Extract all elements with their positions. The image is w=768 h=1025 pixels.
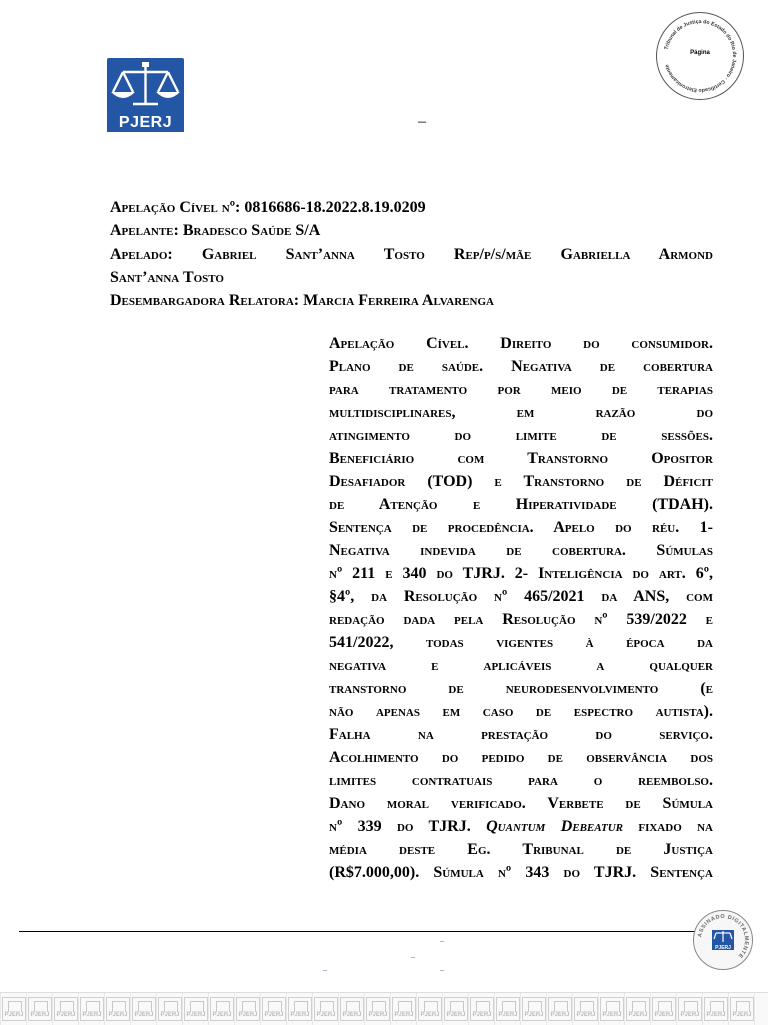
watermark-tile: PJERJ: [80, 997, 104, 1021]
seal-center-text: Página: [690, 50, 710, 56]
footer-mark: _: [440, 963, 444, 972]
watermark-tile: PJERJ: [158, 997, 182, 1021]
ementa-line: Desafiador (TOD) e Transtorno de Déficit: [329, 473, 713, 490]
appellee-continued: Sant’anna Tosto: [110, 268, 224, 286]
ementa-line: Apelação Cível. Direito do consumidor.: [329, 335, 713, 352]
header-dash: –: [418, 113, 426, 130]
ementa-line: Plano de saúde. Negativa de cobertura: [329, 358, 713, 375]
ementa-line: média deste Eg. Tribunal de Justiça: [329, 841, 713, 858]
ementa-line: atingimento do limite de sessões.: [329, 427, 713, 444]
watermark-tile: PJERJ: [574, 997, 598, 1021]
watermark-strip: [0, 992, 768, 1025]
watermark-tile: PJERJ: [600, 997, 624, 1021]
watermark-tile: PJERJ: [730, 997, 754, 1021]
watermark-tile: PJERJ: [288, 997, 312, 1021]
ementa-line: 541/2022, todas vigentes à época da: [329, 634, 713, 651]
ementa-line: negativa e aplicáveis a qualquer: [329, 657, 713, 674]
watermark-tile: PJERJ: [106, 997, 130, 1021]
watermark-tile: PJERJ: [678, 997, 702, 1021]
scales-of-justice-icon: [107, 58, 184, 114]
seal-ring-text: Tribunal de Justiça do Estado do Rio de Janeiro · Certificado Eletronicamente: [663, 18, 738, 94]
watermark-tile: PJERJ: [444, 997, 468, 1021]
watermark-tile: PJERJ: [418, 997, 442, 1021]
appellee: Apelado: Gabriel Sant’anna Tosto Rep/p/s/mãe Gabriella Armond: [110, 245, 713, 263]
ementa-line: Falha na prestação do serviço.: [329, 726, 713, 743]
watermark-tile: PJERJ: [392, 997, 416, 1021]
ementa-line: de Atenção e Hiperatividade (TDAH).: [329, 496, 713, 513]
reporting-judge: Desembargadora Relatora: Marcia Ferreira Alvarenga: [110, 292, 494, 310]
ementa-line: (R$7.000,00). Súmula nº 343 do TJRJ. Sentença: [329, 864, 713, 881]
ementa-line: limites contratuais para o reembolso.: [329, 772, 713, 789]
footer-mark: _: [323, 963, 327, 972]
watermark-tile: PJERJ: [704, 997, 728, 1021]
watermark-tile: PJERJ: [652, 997, 676, 1021]
watermark-tile: PJERJ: [626, 997, 650, 1021]
footer-mark: _: [411, 950, 415, 959]
watermark-tile: PJERJ: [2, 997, 26, 1021]
ementa-italic-term: Quantum Debeatur: [486, 818, 623, 835]
pjerj-logo: [107, 58, 184, 132]
ementa-line: Sentença de procedência. Apelo do réu. 1-: [329, 519, 713, 536]
ementa-line: Negativa indevida de cobertura. Súmulas: [329, 542, 713, 559]
watermark-tile: PJERJ: [340, 997, 364, 1021]
ementa-line: para tratamento por meio de terapias: [329, 381, 713, 398]
logo-brand-text: PJERJ: [107, 113, 184, 132]
digital-signature-seal: [693, 910, 753, 970]
ementa-line: Dano moral verificado. Verbete de Súmula: [329, 795, 713, 812]
watermark-tile: PJERJ: [262, 997, 286, 1021]
watermark-tile: PJERJ: [132, 997, 156, 1021]
footer-divider: [19, 931, 695, 932]
case-number: Apelação Cível nº: 0816686-18.2022.8.19.0209: [110, 199, 426, 216]
seal-ring-text: ASSINADO DIGITALMENTE: [697, 913, 750, 960]
watermark-tile: PJERJ: [522, 997, 546, 1021]
certification-seal: [656, 12, 744, 100]
ementa-text: fixado na: [623, 818, 713, 835]
ementa-line: nº 211 e 340 do TJRJ. 2- Inteligência do art. 6º,: [329, 565, 713, 582]
ementa-line: Acolhimento do pedido de observância dos: [329, 749, 713, 766]
watermark-tile: PJERJ: [184, 997, 208, 1021]
watermark-tile: PJERJ: [496, 997, 520, 1021]
watermark-tile: PJERJ: [470, 997, 494, 1021]
watermark-tile: PJERJ: [210, 997, 234, 1021]
ementa-line: §4º, da Resolução nº 465/2021 da ANS, com: [329, 588, 713, 605]
ementa-line: [329, 815, 713, 838]
ementa-summary: [329, 332, 713, 884]
case-header: [110, 196, 713, 312]
ementa-line: multidisciplinares, em razão do: [329, 404, 713, 421]
watermark-tile: PJERJ: [28, 997, 52, 1021]
appellant: Apelante: Bradesco Saúde S/A: [110, 222, 321, 240]
watermark-tile: PJERJ: [314, 997, 338, 1021]
ementa-line: redação dada pela Resolução nº 539/2022 e: [329, 611, 713, 628]
footer-mark: _: [440, 934, 444, 943]
watermark-tile: PJERJ: [236, 997, 260, 1021]
ementa-line: Beneficiário com Transtorno Opositor: [329, 450, 713, 467]
watermark-tile: PJERJ: [366, 997, 390, 1021]
ementa-line: não apenas em caso de espectro autista).: [329, 703, 713, 720]
ementa-text: nº 339 do TJRJ.: [329, 818, 487, 835]
seal-brand-text: PJERJ: [715, 945, 731, 951]
watermark-tile: PJERJ: [54, 997, 78, 1021]
ementa-line: transtorno de neurodesenvolvimento (e: [329, 680, 713, 697]
watermark-tile: PJERJ: [548, 997, 572, 1021]
